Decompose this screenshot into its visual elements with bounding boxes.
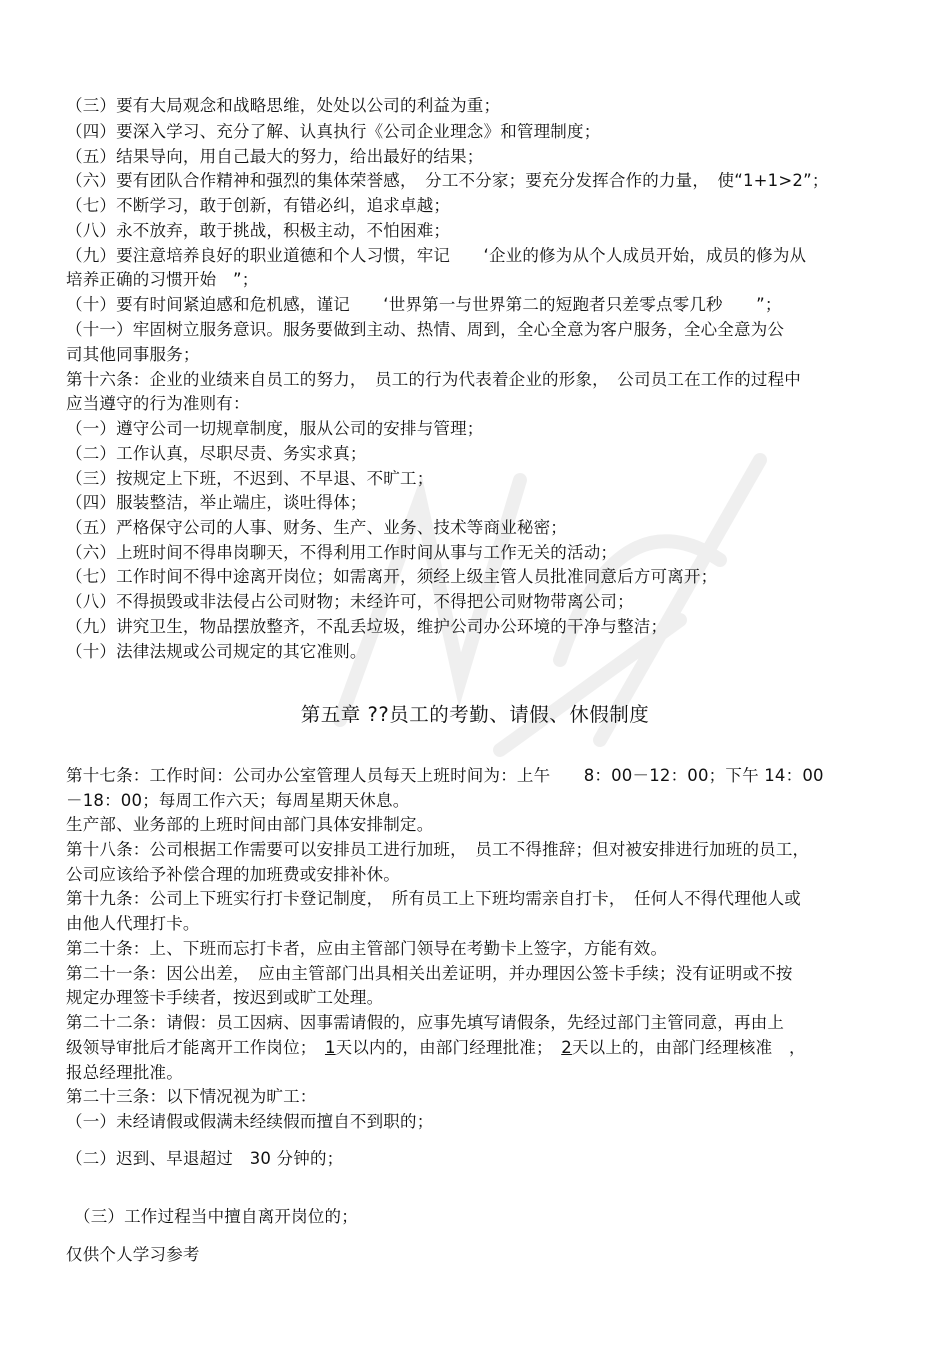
text-line: 规定办理签卡手续者，按迟到或旷工处理。 xyxy=(66,988,384,1007)
text-line: 生产部、业务部的上班时间由部门具体安排制定。 xyxy=(66,815,434,834)
text-line: 第二十条：上、下班而忘打卡者，应由主管部门领导在考勤卡上签字，方能有效。 xyxy=(66,939,668,958)
text-line: 由他人代理打卡。 xyxy=(66,914,200,933)
text-line: （八）永不放弃，敢于挑战，积极主动，不怕困难； xyxy=(66,221,451,240)
text-line: 报总经理批准。 xyxy=(66,1063,183,1082)
text-line: （七）工作时间不得中途离开岗位；如需离开，须经上级主管人员批准同意后方可离开； xyxy=(66,567,718,586)
text-line: （六）要有团队合作精神和强烈的集体荣誉感， 分工不分家；要充分发挥合作的力量， 使“1+1>2”； xyxy=(66,171,829,190)
text-line: 第十九条：公司上下班实行打卡登记制度， 所有员工上下班均需亲自打卡， 任何人不得代理他人或 xyxy=(66,889,801,908)
text-line: （五）结果导向，用自己最大的努力，给出最好的结果； xyxy=(66,147,484,166)
chapter-title: 第五章 ??员工的考勤、请假、休假制度 xyxy=(300,703,650,726)
text-line: （三）按规定上下班，不迟到、不早退、不旷工； xyxy=(66,469,434,488)
text-line: （一）遵守公司一切规章制度，服从公司的安排与管理； xyxy=(66,419,484,438)
text-line: 第十七条：工作时间：公司办公室管理人员每天上班时间为：上午 8：00－12：00；下午 14：00 xyxy=(66,766,824,785)
text-line: －18：00；每周工作六天；每周星期天休息。 xyxy=(66,791,410,810)
text-line: （八）不得损毁或非法侵占公司财物；未经许可，不得把公司财物带离公司； xyxy=(66,592,634,611)
footer-note: 仅供个人学习参考 xyxy=(66,1245,200,1264)
text-line: （三）要有大局观念和战略思维，处处以公司的利益为重； xyxy=(66,96,501,115)
text-line: 应当遵守的行为准则有： xyxy=(66,394,250,413)
text-line: 公司应该给予补偿合理的加班费或安排补休。 xyxy=(66,865,400,884)
text-line: 第十八条：公司根据工作需要可以安排员工进行加班， 员工不得推辞；但对被安排进行加班的员工， xyxy=(66,840,810,859)
leave-approval-line xyxy=(66,1038,806,1058)
text-line: （三）工作过程当中擅自离开岗位的； xyxy=(74,1207,358,1226)
text-line: 第二十一条：因公出差， 应由主管部门出具相关出差证明，并办理因公签卡手续；没有证明或不按 xyxy=(66,964,793,983)
leave-days-number: 2 xyxy=(561,1038,572,1057)
text-line: （九）讲究卫生，物品摆放整齐，不乱丢垃圾，维护公司办公环境的干净与整洁； xyxy=(66,617,668,636)
text-line: 第十六条：企业的业绩来自员工的努力， 员工的行为代表着企业的形象， 公司员工在工作的过程中 xyxy=(66,370,801,389)
text-line: （九）要注意培养良好的职业道德和个人习惯，牢记 ‘企业的修为从个人成员开始，成员的修为从 xyxy=(66,246,807,265)
text-line: （十）要有时间紧迫感和危机感，谨记 ‘世界第一与世界第二的短跑者只差零点零几秒 ”； xyxy=(66,295,782,314)
text-line: （十一）牢固树立服务意识。服务要做到主动、热情、周到，全心全意为客户服务，全心全意为公 xyxy=(66,320,785,339)
text-line: （七）不断学习，敢于创新，有错必纠，追求卓越； xyxy=(66,196,451,215)
text-line: 第二十三条：以下情况视为旷工： xyxy=(66,1087,317,1106)
text-line: 培养正确的习惯开始 ”； xyxy=(66,270,259,289)
text-line: 第二十二条：请假：员工因病、因事需请假的，应事先填写请假条，先经过部门主管同意，再由上 xyxy=(66,1013,785,1032)
text-line: （六）上班时间不得串岗聊天，不得利用工作时间从事与工作无关的活动； xyxy=(66,543,618,562)
leave-days-number: 1 xyxy=(324,1038,336,1057)
text-line: （二）工作认真，尽职尽责、务实求真； xyxy=(66,444,367,463)
leave-line-part: 天以上的，由部门经理核准 ， xyxy=(571,1038,806,1057)
leave-line-part: 天以内的，由部门经理批准； xyxy=(335,1038,562,1057)
text-line: （四）要深入学习、充分了解、认真执行《公司企业理念》和管理制度； xyxy=(66,122,601,141)
text-line: （五）严格保守公司的人事、财务、生产、业务、技术等商业秘密； xyxy=(66,518,567,537)
text-line: （十）法律法规或公司规定的其它准则。 xyxy=(66,642,367,661)
text-line: 司其他同事服务； xyxy=(66,345,200,364)
text-line: （一）未经请假或假满未经续假而擅自不到职的； xyxy=(66,1112,434,1131)
text-line: （四）服装整洁，举止端庄，谈吐得体； xyxy=(66,493,367,512)
leave-line-part: 级领导审批后才能离开工作岗位； xyxy=(66,1038,325,1057)
text-line: （二）迟到、早退超过 30 分钟的； xyxy=(66,1149,344,1168)
